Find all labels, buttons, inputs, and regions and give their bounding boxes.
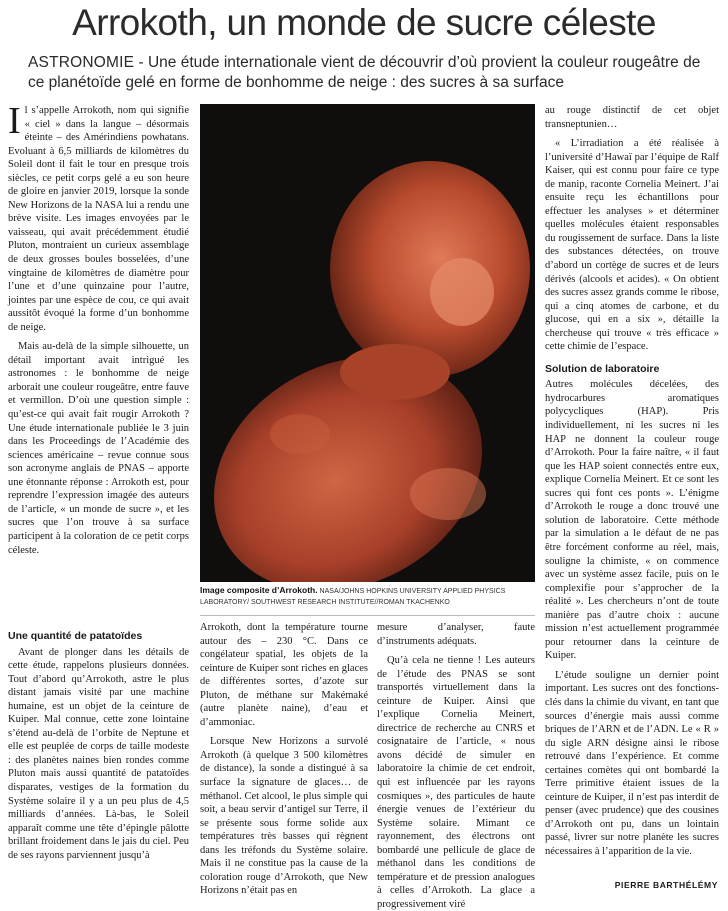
paragraph: mesure d’analyser, faute d’instruments adéquats.: [377, 622, 535, 647]
author-byline: PIERRE BARTHÉLÉMY: [614, 880, 718, 890]
arrokoth-neck: [340, 344, 450, 400]
deck-kicker: ASTRONOMIE: [28, 54, 135, 71]
paragraph: L’étude souligne un dernier point important. Les sucres ont des fonctions-clés dans la chimie du vivant, en tant que sources d’énergie mais aussi comme briques de l’ARN et de l’ADN. Le « R » du sigle ARN désigne ainsi le ribose retrouvé dans l’expérience. Et comme certaines comètes qui ont bombardé la Terre primitive étaient issues de la ceinture de Kuiper, il n’est pas interdit de penser (avec prudence) que des cousines d’Arrokoth ont pu, dans un lointain passé, livrer sur notre planète les sucres nécessaires à l’apparition de la vie.: [545, 669, 719, 857]
column-3: [377, 621, 535, 911]
subheading: Une quantité de patatoïdes: [8, 630, 143, 642]
paragraph: [8, 100, 189, 334]
arrokoth-image: [200, 104, 535, 582]
column-4: [545, 104, 719, 859]
column-2: [200, 621, 368, 898]
caption-title: Image composite d’Arrokoth.: [200, 585, 318, 595]
column-1-lower: [8, 621, 189, 862]
subheading: Solution de laboratoire: [545, 362, 660, 375]
divider: [200, 615, 535, 616]
caption-credit: NASA/JOHNS HOPKINS UNIVERSITY APPLIED PHYSICS LABORATORY/ SOUTHWEST RESEARCH INSTITUTE//ROMAN TKACHENKO: [200, 588, 506, 606]
paragraph: Qu’à cela ne tienne ! Les auteurs de l’étude des PNAS se sont transportés virtuellement dans la ceinture de Kuiper. Ainsi que l’explique Cornelia Meinert, directrice de recherche au CNRS et cosignataire de l’article, « nous avons décidé de simuler en laboratoire la chimie de cet endroit, qui est influencée par les rayons cosmiques », des particules de haute énergie venues de l’extérieur du Système solaire. Mimant ce rayonnement, des électrons ont bombardé une pellicule de glace de méthanol dans les conditions de température et de pression analogues à celles d’Arrokoth. La glace a progressivement viré: [377, 655, 535, 910]
arrokoth-illustration: [200, 104, 535, 582]
paragraph: « L’irradiation a été réalisée à l’université d’Hawaï par l’équipe de Ralf Kaiser, qui est connu pour faire ce type de manip, raconte Cornelia Meinert. J’ai ensuite reçu les échantillons pour effectuer les analyses » et déterminer quelles molécules étaient responsables du rougissement de surface. Dans la liste des substances détectées, on trouve d’abord un cortège de sucres et de leurs dérivés (alcools et acides). « On obtient des sucres assez grands comme le ribose, qui a cinq atomes de carbone, et du glucose, qui en a six », détaille la chercheuse qui trouve « très efficace » cette chimie de l’espace.: [545, 138, 719, 353]
paragraph: Autres molécules décelées, des hydrocarbures aromatiques polycycliques (HAP). Pris individuellement, ni les sucres ni les HAP ne donnent la couleur rouge d’Arrokoth. Pour la faire naître, « il faut que les HAP soient connectés entre eux, explique Cornelia Meinert. Et ce sont les sucres qui font ces ponts ». L’énigme d’Arrokoth le rouge a donc trouvé une solution de laboratoire. Cette méthode par la simulation a le défaut de ne pas être forcément conforme au réel, mais, souligne la chimiste, « on commence avec un système assez facile, puis on le complexifie pour s’approcher de la réalité ». Les chercheurs n’ont de toute manière pas d’autre choix : aucune mission n’est actuellement programmée pour retourner dans la ceinture de Kuiper.: [545, 379, 719, 662]
paragraph: Mais au-delà de la simple silhouette, un détail important avait intrigué les astronomes : le bonhomme de neige arborait une couleur rougeâtre, entre fauve et vermillon. D’où une question simple : qu’est-ce qui avait fait rougir Arrokoth ? Une étude internationale publiée le 3 juin dans les Proceedings de l’Académie des sciences américaine – revue connue sous son acronyme anglais de PNAS – apporte une étonnante réponse : Arrokoth est, pour reprendre l’expression imagée des auteurs de l’article, « un monde de sucre », et les sucres que l’on trouve à sa surface participent à la coloration de ce petit corps céleste.: [8, 341, 189, 556]
arrokoth-small-lobe: [330, 161, 530, 377]
headline: Arrokoth, un monde de sucre céleste: [72, 2, 656, 43]
paragraph: Lorsque New Horizons a survolé Arrokoth (à quelque 3 500 kilomètres de distance), la sonde a distingué à sa surface la signature de glaces… de méthanol. Cet alcool, le plus simple qui soit, a beau servir d’antigel sur Terre, il se présente sous forme solide aux températures très basses qui règnent dans les tréfonds du Système solaire. Mais il ne constitue pas la cause de la coloration rouge d’Arrokoth, que New Horizons n’était pas en: [200, 736, 368, 897]
deck-text: - Une étude internationale vient de découvrir d’où provient la couleur rougeâtre de ce planétoïde gelé en forme de bonhomme de neige : des sucres à sa surface: [28, 54, 701, 91]
paragraph: Arrokoth, dont la température tourne autour des – 230 °C. Dans ce congélateur spatial, les objets de la ceinture de Kuiper sont riches en glaces de différentes sortes, d’azote sur Pluton, de méthane sur Makémaké (autre planète naine), d’eau et d’ammoniac.: [200, 622, 368, 728]
image-caption: [200, 585, 535, 608]
drop-cap: I: [8, 100, 21, 142]
deck: [28, 53, 718, 93]
paragraph: au rouge distinctif de cet objet transneptunien…: [545, 105, 719, 130]
column-1: [8, 100, 189, 557]
paragraph: Avant de plonger dans les détails de cette étude, rappelons plusieurs données. Tout d’abord qu’Arrokoth, astre le plus distant jamais visité par une machine humaine, est un objet de la ceinture de Kuiper. Mal connue, cette zone lointaine s’étend au-delà de l’orbite de Neptune et elle est peuplée de corps de taille modeste : des planètes naines bien rondes comme Pluton mais aussi quantité de patatoïdes disparates, vestiges de la formation du Système solaire il y a un peu plus de 4,5 milliards d’années. Là-bas, le Soleil apparaît comme une tête d’épingle pâlotte brillant froidement dans le jais du ciel. Peu de ses rayons parviennent jusqu’à: [8, 646, 189, 861]
paragraph-text: l s’appelle Arrokoth, nom qui signifie « ciel » dans la langue – désormais éteinte – des Amérindiens powhatans. Evoluant à 6,5 milliards de kilomètres du Soleil dont il fait le tour en presque trois siècles, ce petit corps gelé a eu son heure de gloire en janvier 2019, lorsque la sonde New Horizons de la NASA lui a rendu une brève visite. Les images envoyées par le vaisseau, qui avait précédemment étudié Pluton, montraient un curieux assemblage de deux grosses boules bosselées, d’une vingtaine de kilomètres de diamètre pour l’une et d’une quinzaine pour l’autre, jointes par une espèce de cou, ce qui avait aussitôt évoqué la forme d’un bonhomme de neige.: [8, 105, 189, 333]
